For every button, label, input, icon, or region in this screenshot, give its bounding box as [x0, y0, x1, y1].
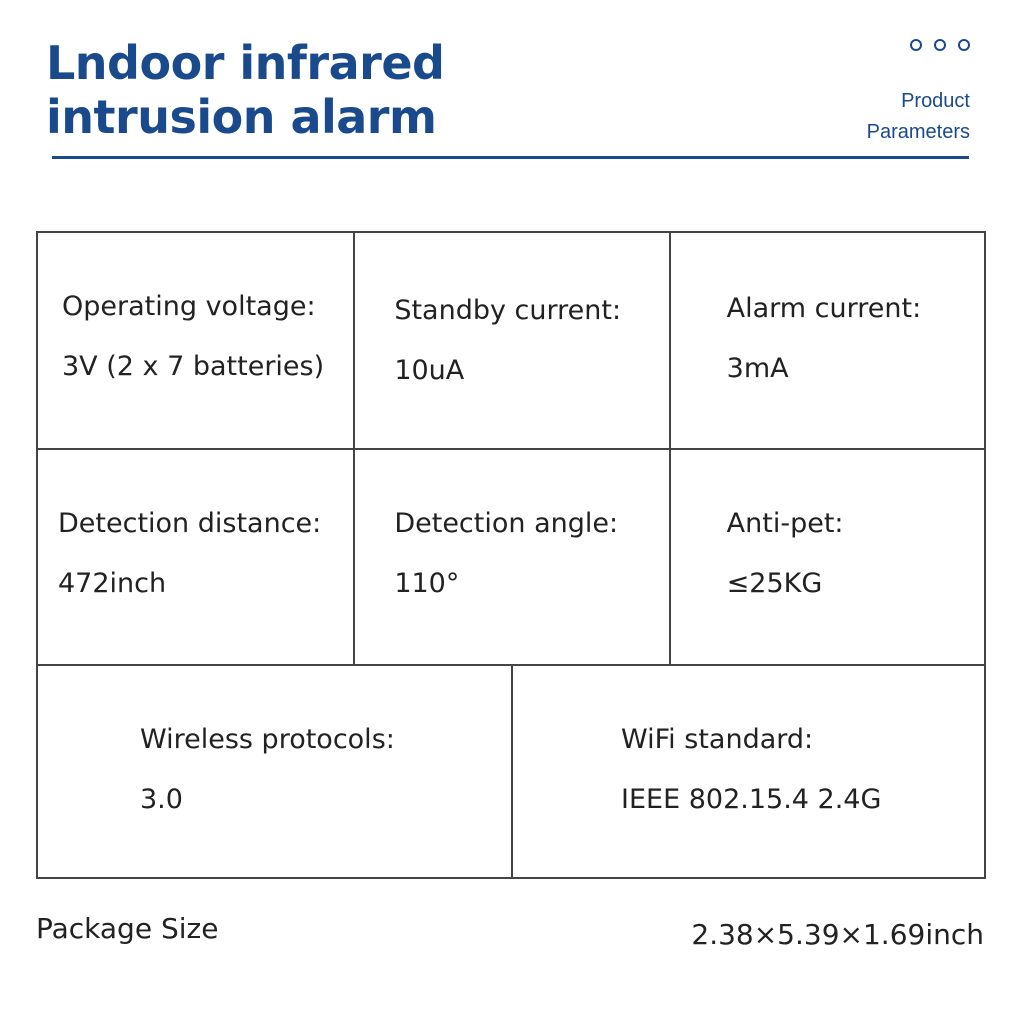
spec-label: Operating voltage: — [62, 291, 316, 322]
spec-label: Detection distance: — [58, 508, 322, 539]
spec-cell-anti-pet — [669, 448, 984, 664]
spec-label: Detection angle: — [394, 508, 619, 539]
spec-label: Wireless protocols: — [140, 724, 395, 755]
spec-value: 3mA — [726, 353, 789, 384]
spec-cell-operating-voltage — [38, 233, 353, 448]
spec-label: Alarm current: — [726, 293, 922, 324]
subtitle-line-2: Parameters — [866, 121, 970, 143]
spec-value: ≤25KG — [726, 568, 823, 599]
dot-icon — [934, 39, 946, 51]
spec-label: Standby current: — [394, 295, 622, 326]
header-divider — [52, 156, 969, 159]
spec-table — [36, 231, 986, 879]
spec-cell-alarm-current — [669, 233, 984, 448]
title-line-2: intrusion alarm — [46, 90, 437, 144]
spec-value: 3V (2 x 7 batteries) — [62, 351, 325, 382]
spec-value: IEEE 802.15.4 2.4G — [621, 784, 882, 815]
spec-label: WiFi standard: — [621, 724, 814, 755]
subtitle-line-1: Product — [901, 90, 970, 112]
decorative-dots-icon — [910, 39, 970, 51]
spec-value: 472inch — [58, 568, 167, 599]
spec-cell-detection-distance — [38, 448, 353, 664]
spec-cell-wireless-protocols — [38, 664, 511, 877]
spec-value: 10uA — [394, 355, 465, 386]
page-title — [46, 36, 444, 144]
spec-cell-standby-current — [353, 233, 668, 448]
spec-cell-wifi-standard — [511, 664, 984, 877]
title-line-1: Lndoor infrared — [46, 36, 445, 90]
dot-icon — [910, 39, 922, 51]
spec-row — [38, 233, 984, 450]
spec-row — [38, 664, 984, 877]
spec-cell-detection-angle — [353, 448, 668, 664]
spec-label: Anti-pet: — [726, 508, 844, 539]
spec-value: 110° — [394, 568, 460, 599]
package-size-label: Package Size — [36, 912, 219, 945]
spec-value: 3.0 — [140, 784, 183, 815]
package-size-value: 2.38×5.39×1.69inch — [691, 918, 984, 951]
dot-icon — [958, 39, 970, 51]
section-subtitle — [867, 86, 970, 148]
spec-row — [38, 448, 984, 666]
